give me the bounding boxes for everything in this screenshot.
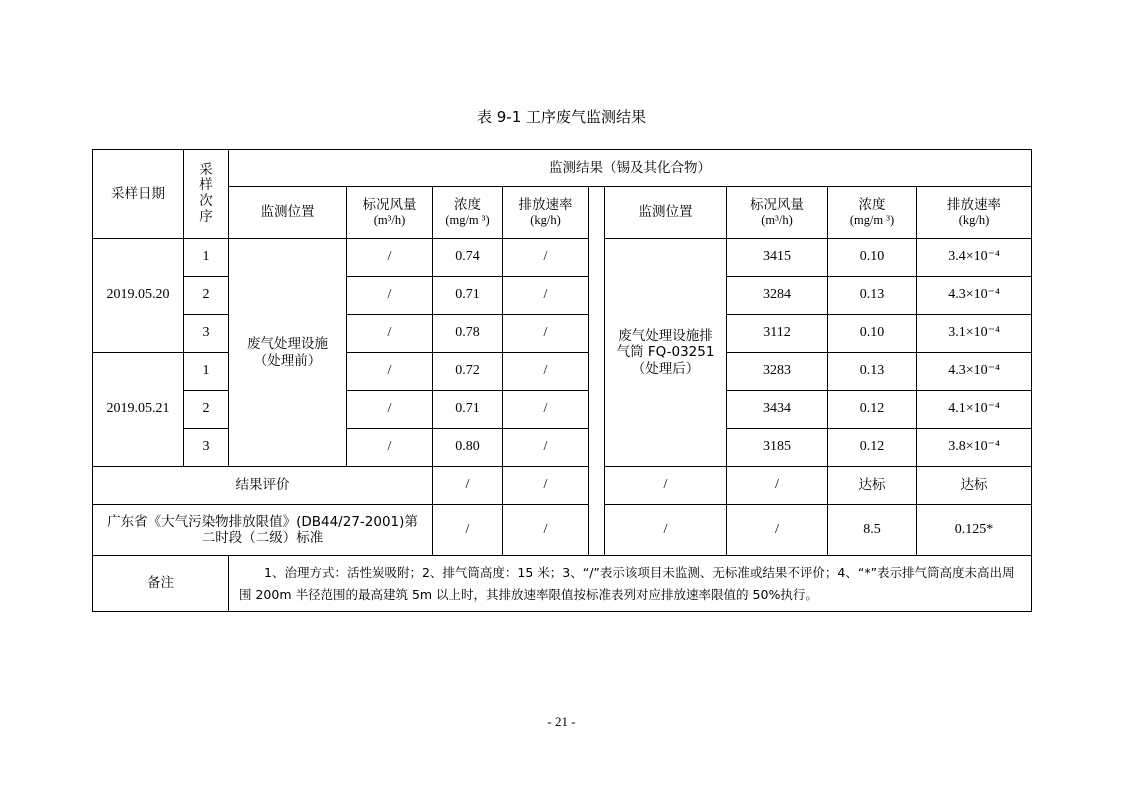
sample-seq: 1 <box>184 239 229 277</box>
flow-before: / <box>347 239 433 277</box>
rate-after: 4.1×10⁻⁴ <box>917 391 1032 429</box>
sample-seq: 3 <box>184 429 229 467</box>
header-rate-label: 排放速率 <box>518 196 573 213</box>
header-sampling-seq <box>184 150 229 239</box>
header-flow-unit: (m³/h) <box>761 213 793 228</box>
standard-conc-before: / <box>433 505 503 556</box>
conc-after: 0.10 <box>828 239 917 277</box>
header-location-after: 监测位置 <box>605 187 727 239</box>
flow-after: 3112 <box>727 315 828 353</box>
header-location-before: 监测位置 <box>229 187 347 239</box>
sampling-date: 2019.05.21 <box>93 353 184 467</box>
conc-before: 0.80 <box>433 429 503 467</box>
header-rate-unit: (kg/h) <box>958 213 990 228</box>
standard-rate-before: / <box>503 505 589 556</box>
flow-after: 3415 <box>727 239 828 277</box>
header-flow-unit: (m³/h) <box>373 213 406 228</box>
header-flow-label: 标况风量 <box>750 196 804 213</box>
header-rate-after <box>917 187 1032 239</box>
standard-location-after: / <box>605 505 727 556</box>
conc-before: 0.78 <box>433 315 503 353</box>
standard-row <box>93 505 1032 556</box>
header-conc-unit: (mg/m ³) <box>445 213 490 228</box>
flow-after: 3434 <box>727 391 828 429</box>
header-sampling-date: 采样日期 <box>93 150 184 239</box>
rate-before: / <box>503 277 589 315</box>
conc-before: 0.74 <box>433 239 503 277</box>
flow-after: 3185 <box>727 429 828 467</box>
header-conc-unit: (mg/m ³) <box>849 213 895 228</box>
conc-after: 0.12 <box>828 429 917 467</box>
table-title: 表 9-1 工序废气监测结果 <box>476 108 647 126</box>
conc-after: 0.10 <box>828 315 917 353</box>
rate-before: / <box>503 239 589 277</box>
conc-before: 0.72 <box>433 353 503 391</box>
standard-rate-after: 0.125* <box>917 505 1032 556</box>
location-before: 废气处理设施（处理前） <box>229 239 347 467</box>
standard-label: 广东省《大气污染物排放限值》(DB44/27-2001)第二时段（二级）标准 <box>93 505 433 556</box>
rate-before: / <box>503 353 589 391</box>
evaluation-conc-after: 达标 <box>828 467 917 505</box>
remarks-text: 1、治理方式：活性炭吸附；2、排气筒高度：15 米；3、“/”表示该项目未监测、无标准或结果不评价；4、“*”表示排气筒高度未高出周围 200m 半径范围的最高建筑 5m 以上时，其排放速率限值按标准表列对应排放速率限值的 50%执行。 <box>239 564 1015 602</box>
header-conc-before <box>433 187 503 239</box>
evaluation-row <box>93 467 1032 505</box>
conc-after: 0.13 <box>828 277 917 315</box>
rate-after: 3.4×10⁻⁴ <box>917 239 1032 277</box>
evaluation-location-after: / <box>605 467 727 505</box>
header-rate-unit: (kg/h) <box>530 213 561 228</box>
evaluation-rate-before: / <box>503 467 589 505</box>
flow-after: 3283 <box>727 353 828 391</box>
conc-after: 0.12 <box>828 391 917 429</box>
flow-before: / <box>347 429 433 467</box>
remarks-label: 备注 <box>93 556 229 612</box>
header-sampling-seq-text: 采样次序 <box>199 161 213 225</box>
rate-after: 3.8×10⁻⁴ <box>917 429 1032 467</box>
column-gap <box>589 187 605 556</box>
rate-after: 4.3×10⁻⁴ <box>917 277 1032 315</box>
header-rate-before <box>503 187 589 239</box>
remarks-row <box>93 556 1032 612</box>
sampling-date: 2019.05.20 <box>93 239 184 353</box>
rate-after: 4.3×10⁻⁴ <box>917 353 1032 391</box>
page-number: - 21 - <box>547 714 576 729</box>
flow-before: / <box>347 277 433 315</box>
flow-before: / <box>347 353 433 391</box>
header-flow-label: 标况风量 <box>362 196 417 213</box>
monitoring-results-table <box>92 149 1032 612</box>
flow-after: 3284 <box>727 277 828 315</box>
header-flow-before <box>347 187 433 239</box>
header-conc-after <box>828 187 917 239</box>
sample-seq: 3 <box>184 315 229 353</box>
evaluation-flow-after: / <box>727 467 828 505</box>
rate-before: / <box>503 391 589 429</box>
rate-before: / <box>503 429 589 467</box>
header-results-group: 监测结果（锡及其化合物） <box>229 150 1032 187</box>
table-row <box>93 239 1032 277</box>
evaluation-rate-after: 达标 <box>917 467 1032 505</box>
remarks-text-cell <box>229 556 1032 612</box>
standard-conc-after: 8.5 <box>828 505 917 556</box>
sample-seq: 1 <box>184 353 229 391</box>
standard-flow-after: / <box>727 505 828 556</box>
conc-after: 0.13 <box>828 353 917 391</box>
location-after: 废气处理设施排气筒 FQ-03251（处理后） <box>605 239 727 467</box>
header-rate-label: 排放速率 <box>947 196 1002 213</box>
conc-before: 0.71 <box>433 391 503 429</box>
rate-after: 3.1×10⁻⁴ <box>917 315 1032 353</box>
conc-before: 0.71 <box>433 277 503 315</box>
evaluation-label: 结果评价 <box>93 467 433 505</box>
flow-before: / <box>347 391 433 429</box>
evaluation-conc-before: / <box>433 467 503 505</box>
sample-seq: 2 <box>184 391 229 429</box>
header-conc-label: 浓度 <box>858 196 886 213</box>
sample-seq: 2 <box>184 277 229 315</box>
header-conc-label: 浓度 <box>454 196 481 213</box>
flow-before: / <box>347 315 433 353</box>
rate-before: / <box>503 315 589 353</box>
header-flow-after <box>727 187 828 239</box>
